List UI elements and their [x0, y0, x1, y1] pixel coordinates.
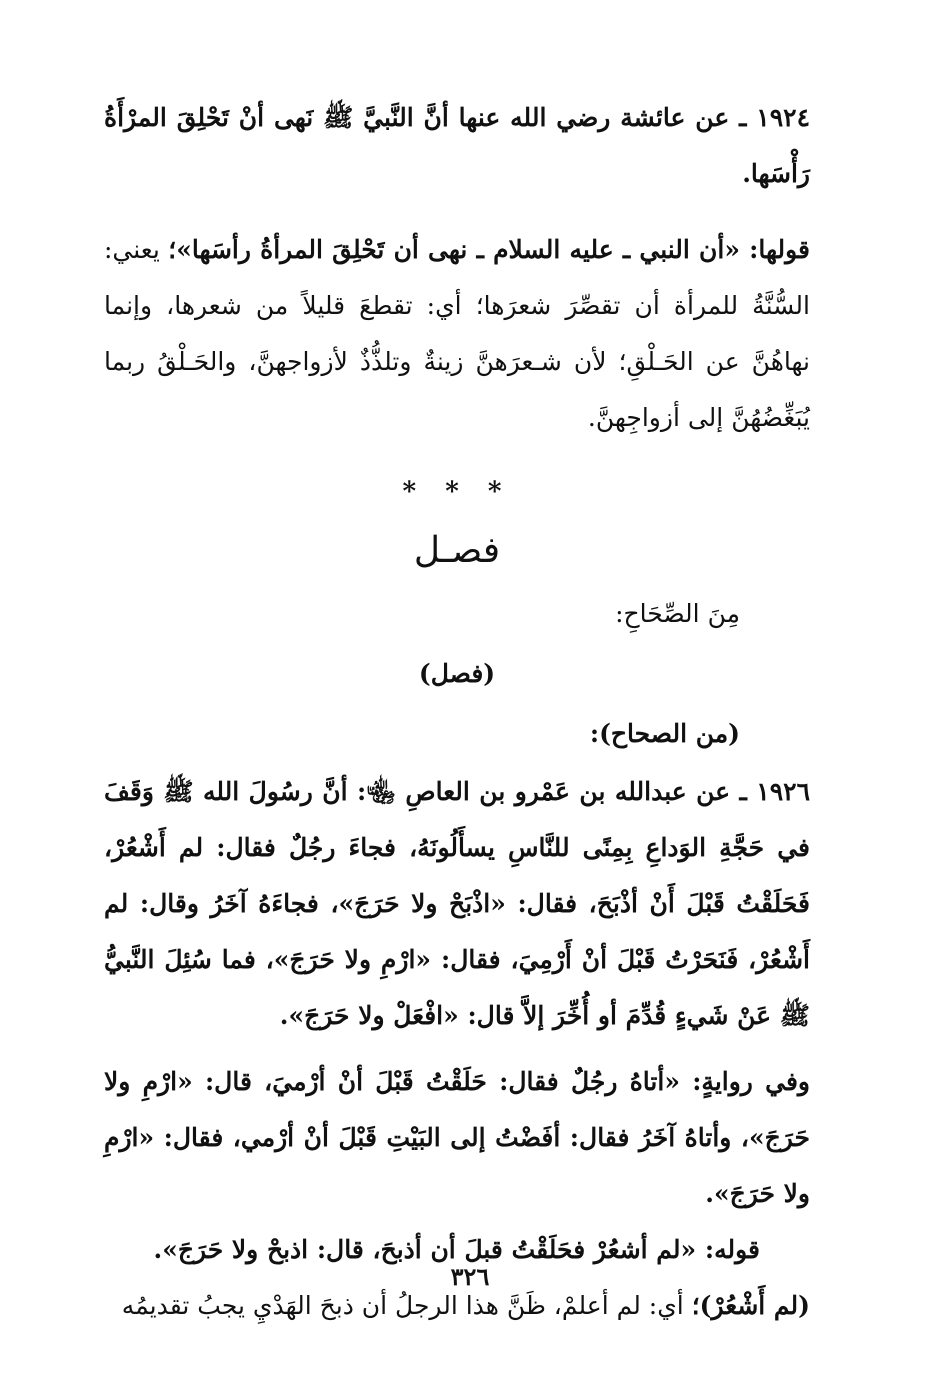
- riwaya-paragraph: وفي روايةٍ: «أتاهُ رجُلٌ فقال: حَلَقْتُ قَبْلَ أنْ أرْميَ، قال: «ارْمِ ولا حَرَجَ»، وأتاهُ آخَرُ فقال: أفَضْتُ إلى البَيْتِ قَبْلَ أنْ أرْمي، فقال: «ارْمِ ولا حَرَجَ».: [104, 1067, 810, 1208]
- qawluhu-line: قوله: «لم أشعُرْ فحَلَقْتُ قبلَ أن أذبحَ، قال: اذبحْ ولا حَرَجَ».: [153, 1235, 760, 1264]
- spacer: [104, 1044, 810, 1054]
- hadith-1924: ١٩٢٤ ـ عن عائشة رضي الله عنها أنَّ النَّبيَّ ﷺ نَهى أنْ تَحْلِقَ المرْأَةُ رَأْسَها.: [104, 103, 810, 188]
- fasl-parenthetical: (فصل): [418, 659, 496, 688]
- explanation-quote: (لم أَشْعُرْ)؛: [691, 1291, 810, 1320]
- section-title: فصـل: [413, 530, 501, 571]
- page-number: ٣٢٦: [450, 1262, 490, 1291]
- spacer: [104, 202, 810, 222]
- hadith-1926: ١٩٢٦ ـ عن عبدالله بن عَمْرو بن العاصِ ﵄: أنَّ رسُولَ الله ﷺ وَقَفَ في حَجَّةِ الوَداعِ بِمِنًى للنَّاسِ يسأَلُونَهُ، فجاءَ رجُلٌ فقال: لم أَشْعُرْ، فَحَلَقْتُ قَبْلَ أَنْ أذْبَحَ، فقال: «اذْبَحْ ولا حَرَجَ»، فجاءَهُ آخَرُ وقال: لم أَشْعُرْ، فَنَحَرْتُ قَبْلَ أنْ أَرْمِيَ، فقال: «ارْمِ ولا حَرَجَ»، فما سُئِلَ النَّبيُّ ﷺ عَنْ شَيءٍ قُدِّمَ أو أُخِّرَ إلاَّ قال: «افْعَلْ ولا حَرَجَ».: [104, 777, 810, 1030]
- commentary-1924-quote: قولها: «أن النبي ـ عليه السلام ـ نهى أن تَحْلِقَ المرأةُ رأسَها»؛: [168, 235, 810, 264]
- from-sahih-heading: مِنَ الصِّحَاحِ:: [615, 599, 740, 628]
- explanation-body: أي: لم أعلمْ، ظَنَّ هذا الرجلُ أن ذبحَ الهَدْيِ يجبُ تقديمُه: [121, 1291, 684, 1320]
- separator-stars: * * *: [402, 477, 512, 507]
- commentary-1924-body: يعني: السُّنَّةُ للمرأة أن تقصِّرَ شعرَها؛ أي: تقطعَ قليلاً من شعرها، وإنما نهاهُنَّ عن الحَـلْقِ؛ لأن شـعرَهنَّ زينةٌ وتلذُّذٌ لأزواجهنَّ، والحَـلْقُ ربما يُبَغِّضُهُنَّ إلى أزواجِهنَّ.: [104, 235, 810, 432]
- from-sahih-parenthetical: (من الصحاح):: [589, 719, 740, 748]
- commentary-1924: [104, 222, 810, 446]
- page-body: [104, 90, 810, 1334]
